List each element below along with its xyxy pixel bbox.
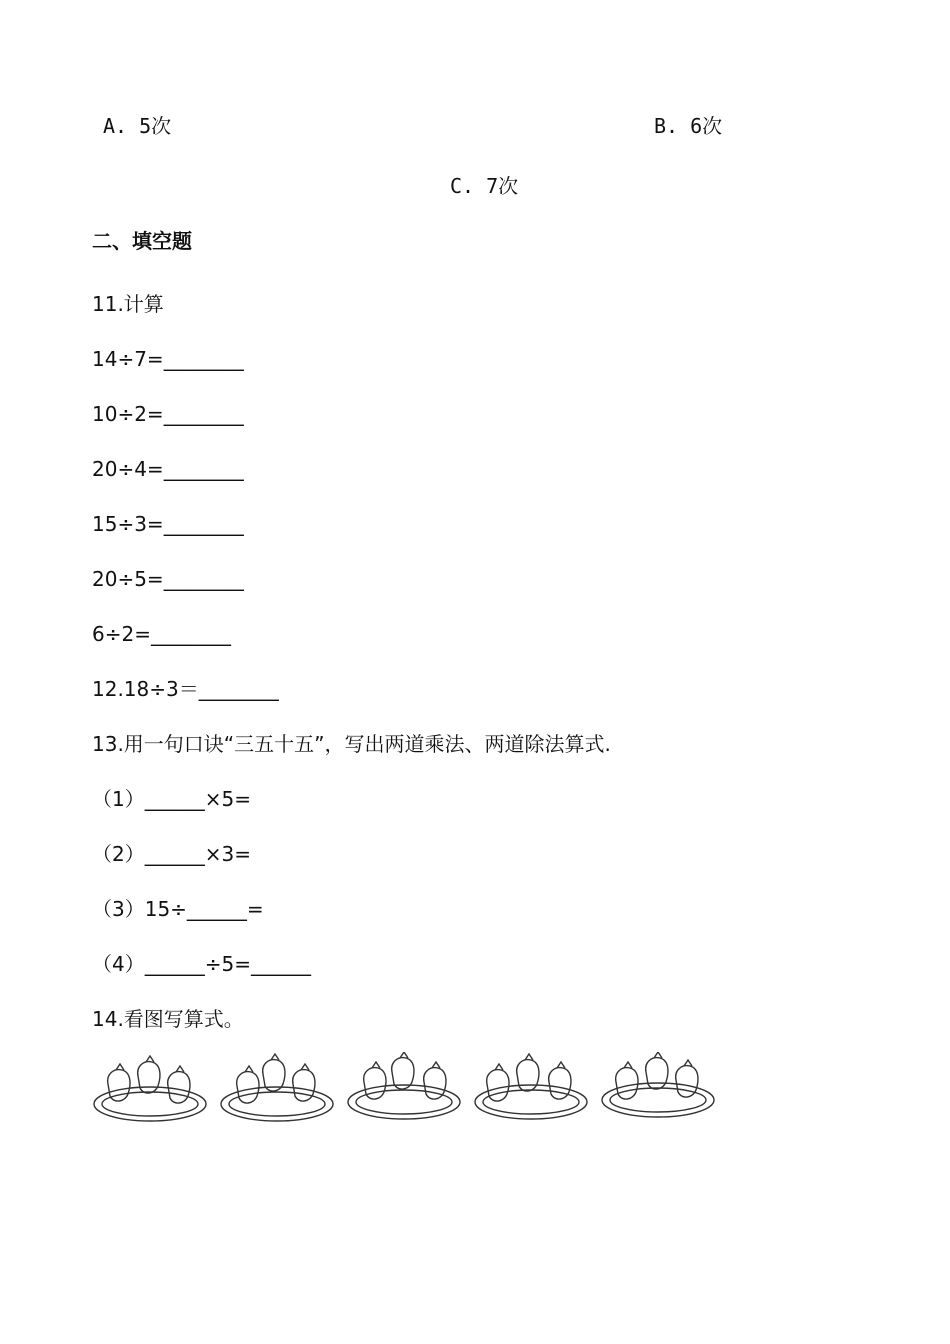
q11-item-1: 14÷7=________ — [92, 347, 244, 371]
q13-title: 13.用一句口诀“三五十五”，写出两道乘法、两道除法算式. — [92, 732, 611, 756]
q11-item-6: 6÷2=________ — [92, 622, 231, 646]
q14-title: 14.看图写算式。 — [92, 1007, 244, 1031]
q13-item-4: （4）______÷5=______ — [92, 952, 311, 976]
plate-1 — [92, 1052, 208, 1132]
q11-item-4: 15÷3=________ — [92, 512, 244, 536]
section-title: 二、填空题 — [92, 229, 192, 253]
q11-item-5: 20÷5=________ — [92, 567, 244, 591]
plate-3 — [346, 1052, 462, 1132]
option-b: B. 6次 — [654, 114, 723, 138]
option-c: C. 7次 — [450, 174, 519, 198]
q13-item-1: （1）______×5= — [92, 787, 251, 811]
q12-text: 12.18÷3＝________ — [92, 677, 279, 701]
q11-item-2: 10÷2=________ — [92, 402, 244, 426]
plate-5 — [600, 1052, 716, 1132]
option-a: A. 5次 — [103, 114, 172, 138]
q11-title: 11.计算 — [92, 292, 164, 316]
strawberry-plates — [92, 1052, 722, 1132]
q13-item-2: （2）______×3= — [92, 842, 251, 866]
q13-item-3: （3）15÷______= — [92, 897, 264, 921]
plate-4 — [473, 1052, 589, 1132]
plate-2 — [219, 1052, 335, 1132]
q11-item-3: 20÷4=________ — [92, 457, 244, 481]
